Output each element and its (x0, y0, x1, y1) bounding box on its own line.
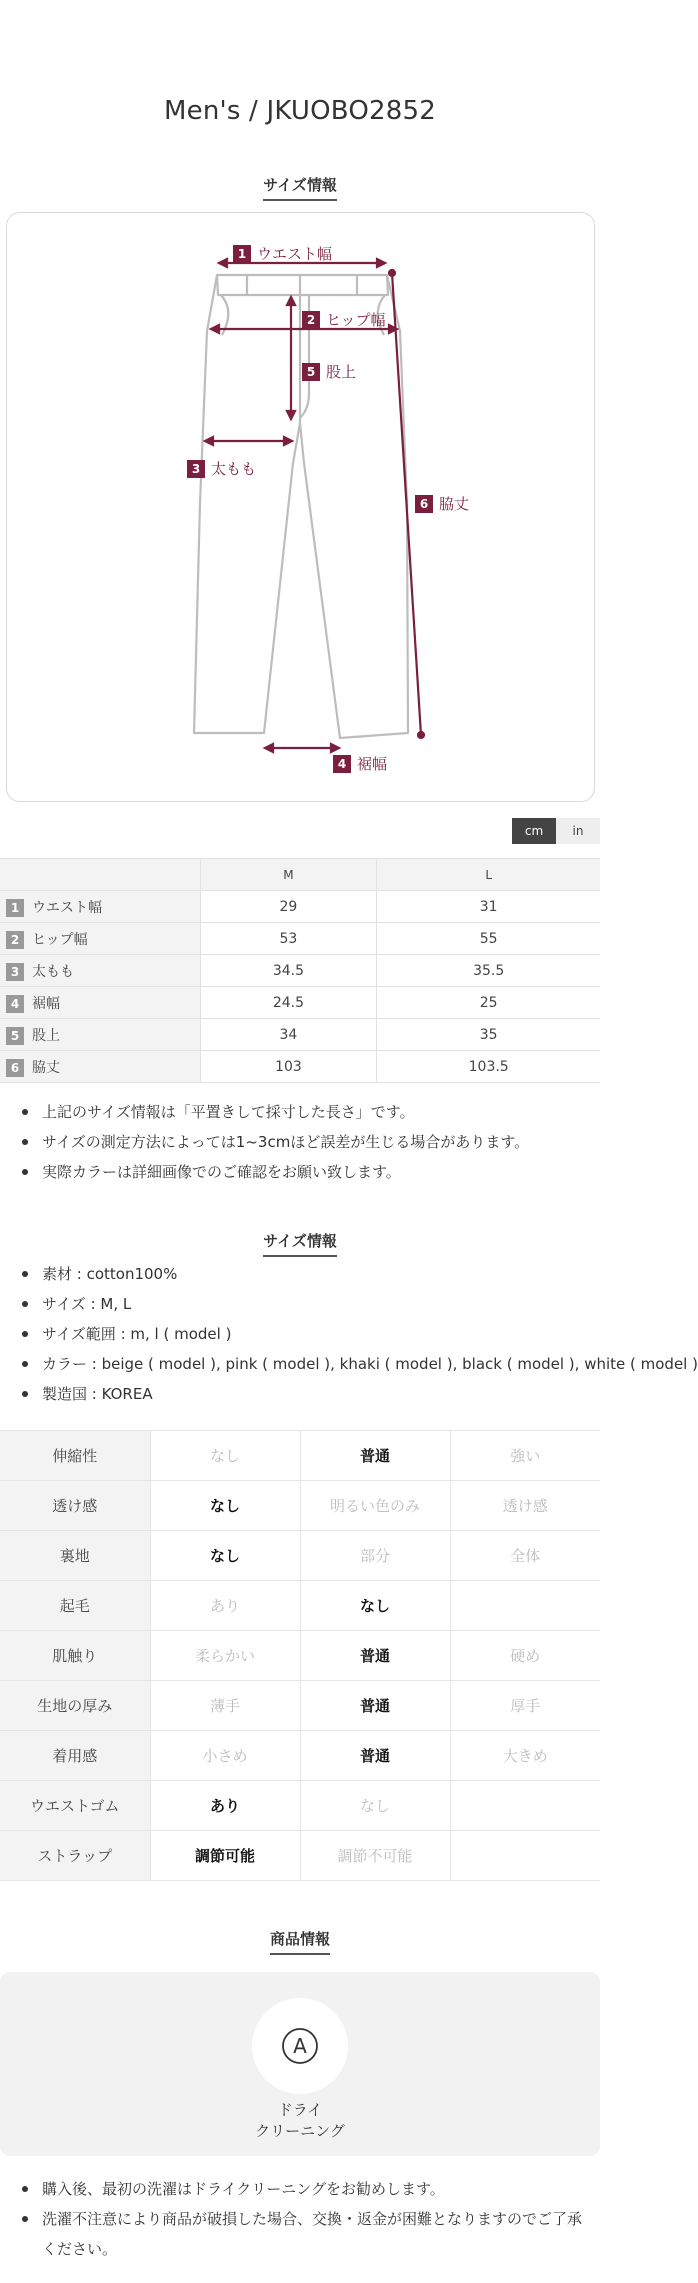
table-row (0, 1019, 600, 1051)
svg-text:A: A (293, 2034, 307, 2058)
attribute-option: 全体 (450, 1531, 600, 1581)
diagram-label-waist: 1 ウエスト幅 (233, 243, 332, 264)
cell-value: 55 (377, 923, 600, 955)
attribute-option: 普通 (300, 1431, 450, 1481)
attribute-name: 着用感 (0, 1731, 150, 1781)
row-number-badge: 5 (6, 1027, 24, 1045)
cell-value: 31 (377, 891, 600, 923)
cell-value: 25 (377, 987, 600, 1019)
care-panel (0, 1972, 600, 2156)
page-title: Men's / JKUOBO2852 (163, 96, 437, 126)
attribute-option: 大きめ (450, 1731, 600, 1781)
attribute-option: 調節不可能 (300, 1831, 450, 1881)
attribute-option: なし (150, 1481, 300, 1531)
list-item: 洗濯不注意により商品が破損した場合、交換・返金が困難となりますのでご了承ください。 (22, 2204, 582, 2264)
diagram-label-rise: 5 股上 (302, 361, 356, 382)
list-item: カラー : beige ( model ), pink ( model ), khaki ( model ), black ( model ), white ( model ) (22, 1349, 592, 1379)
table-row (0, 955, 600, 987)
attribute-name: 肌触り (0, 1631, 150, 1681)
attribute-option: 柔らかい (150, 1631, 300, 1681)
pants-outline (194, 275, 408, 738)
attribute-option: なし (150, 1431, 300, 1481)
list-item: 上記のサイズ情報は「平置きして採寸した長さ」です。 (22, 1097, 592, 1127)
row-number-badge: 3 (6, 963, 24, 981)
row-label: 裾幅 (32, 995, 60, 1012)
row-label: ウエスト幅 (32, 899, 102, 916)
unit-toggle (512, 818, 600, 844)
cell-value: 24.5 (200, 987, 377, 1019)
attribute-name: 伸縮性 (0, 1431, 150, 1481)
size-table (0, 858, 600, 1083)
attribute-row (0, 1581, 600, 1631)
attribute-option: 透け感 (450, 1481, 600, 1531)
attribute-option: なし (150, 1531, 300, 1581)
fabric-attributes-table (0, 1430, 600, 1881)
attribute-option (450, 1781, 600, 1831)
diagram-label-hem: 4 裾幅 (333, 753, 387, 774)
dry-clean-icon (280, 2026, 320, 2066)
cell-value: 34.5 (200, 955, 377, 987)
attribute-row (0, 1481, 600, 1531)
care-label: ドライ クリーニング (255, 2101, 345, 2140)
size-column-m: M (200, 859, 377, 891)
spec-list (22, 1259, 698, 1409)
attribute-row (0, 1831, 600, 1881)
attribute-option: 薄手 (150, 1681, 300, 1731)
attribute-option: 普通 (300, 1731, 450, 1781)
row-number-badge: 2 (6, 931, 24, 949)
row-number-badge: 6 (6, 1059, 24, 1077)
attribute-option (450, 1581, 600, 1631)
measure-lines (205, 259, 424, 752)
diagram-label-outseam: 6 脇丈 (415, 493, 469, 514)
size-table-header (0, 859, 600, 891)
diagram-label-hip: 2 ヒップ幅 (302, 309, 386, 330)
attribute-option: 硬め (450, 1631, 600, 1681)
attribute-name: ウエストゴム (0, 1781, 150, 1831)
attribute-row (0, 1731, 600, 1781)
attribute-row (0, 1631, 600, 1681)
attribute-option: 普通 (300, 1681, 450, 1731)
row-label: 股上 (32, 1027, 60, 1044)
attribute-row (0, 1531, 600, 1581)
row-label: 脇丈 (32, 1059, 60, 1076)
attribute-option: 小さめ (150, 1731, 300, 1781)
list-item: サイズの測定方法によっては1~3cmほど誤差が生じる場合があります。 (22, 1127, 592, 1157)
row-number-badge: 4 (6, 995, 24, 1013)
product-info-heading: 商品情報 (0, 1928, 600, 1955)
attribute-option: なし (300, 1581, 450, 1631)
attribute-row (0, 1781, 600, 1831)
size-notes (22, 1097, 592, 1187)
diagram-label-thigh: 3 太もも (187, 458, 256, 479)
attribute-option: 厚手 (450, 1681, 600, 1731)
attribute-option: 明るい色のみ (300, 1481, 450, 1531)
size-column-l: L (377, 859, 600, 891)
list-item: サイズ範囲 : m, l ( model ) (22, 1319, 592, 1349)
attribute-name: ストラップ (0, 1831, 150, 1881)
attribute-name: 透け感 (0, 1481, 150, 1531)
attribute-option: 調節可能 (150, 1831, 300, 1881)
cell-value: 53 (200, 923, 377, 955)
attribute-option: あり (150, 1581, 300, 1631)
attribute-option: 普通 (300, 1631, 450, 1681)
table-row (0, 1051, 600, 1083)
size-info-heading: サイズ情報 (0, 174, 600, 201)
size-diagram (6, 212, 595, 802)
row-label: 太もも (32, 963, 74, 980)
cell-value: 34 (200, 1019, 377, 1051)
attribute-option: なし (300, 1781, 450, 1831)
care-notes (22, 2174, 582, 2264)
attribute-option: 強い (450, 1431, 600, 1481)
row-number-badge: 1 (6, 899, 24, 917)
list-item: 実際カラーは詳細画像でのご確認をお願い致します。 (22, 1157, 592, 1187)
list-item: 製造国 : KOREA (22, 1379, 592, 1409)
attribute-option: 部分 (300, 1531, 450, 1581)
cell-value: 35 (377, 1019, 600, 1051)
attribute-row (0, 1681, 600, 1731)
table-row (0, 891, 600, 923)
attribute-name: 生地の厚み (0, 1681, 150, 1731)
spec-heading: サイズ情報 (0, 1230, 600, 1257)
cell-value: 103.5 (377, 1051, 600, 1083)
cell-value: 35.5 (377, 955, 600, 987)
list-item: 購入後、最初の洗濯はドライクリーニングをお勧めします。 (22, 2174, 582, 2204)
table-row (0, 987, 600, 1019)
list-item: サイズ : M, L (22, 1289, 592, 1319)
table-row (0, 923, 600, 955)
attribute-option (450, 1831, 600, 1881)
size-table-corner (0, 859, 200, 891)
attribute-name: 裏地 (0, 1531, 150, 1581)
pants-diagram (7, 213, 596, 803)
attribute-row (0, 1431, 600, 1481)
unit-cm-button[interactable]: cm (512, 818, 556, 844)
row-label: ヒップ幅 (32, 931, 88, 948)
list-item: 素材 : cotton100% (22, 1259, 592, 1289)
attribute-name: 起毛 (0, 1581, 150, 1631)
cell-value: 29 (200, 891, 377, 923)
cell-value: 103 (200, 1051, 377, 1083)
attribute-option: あり (150, 1781, 300, 1831)
unit-in-button[interactable]: in (556, 818, 600, 844)
dry-clean-badge (252, 1998, 348, 2094)
